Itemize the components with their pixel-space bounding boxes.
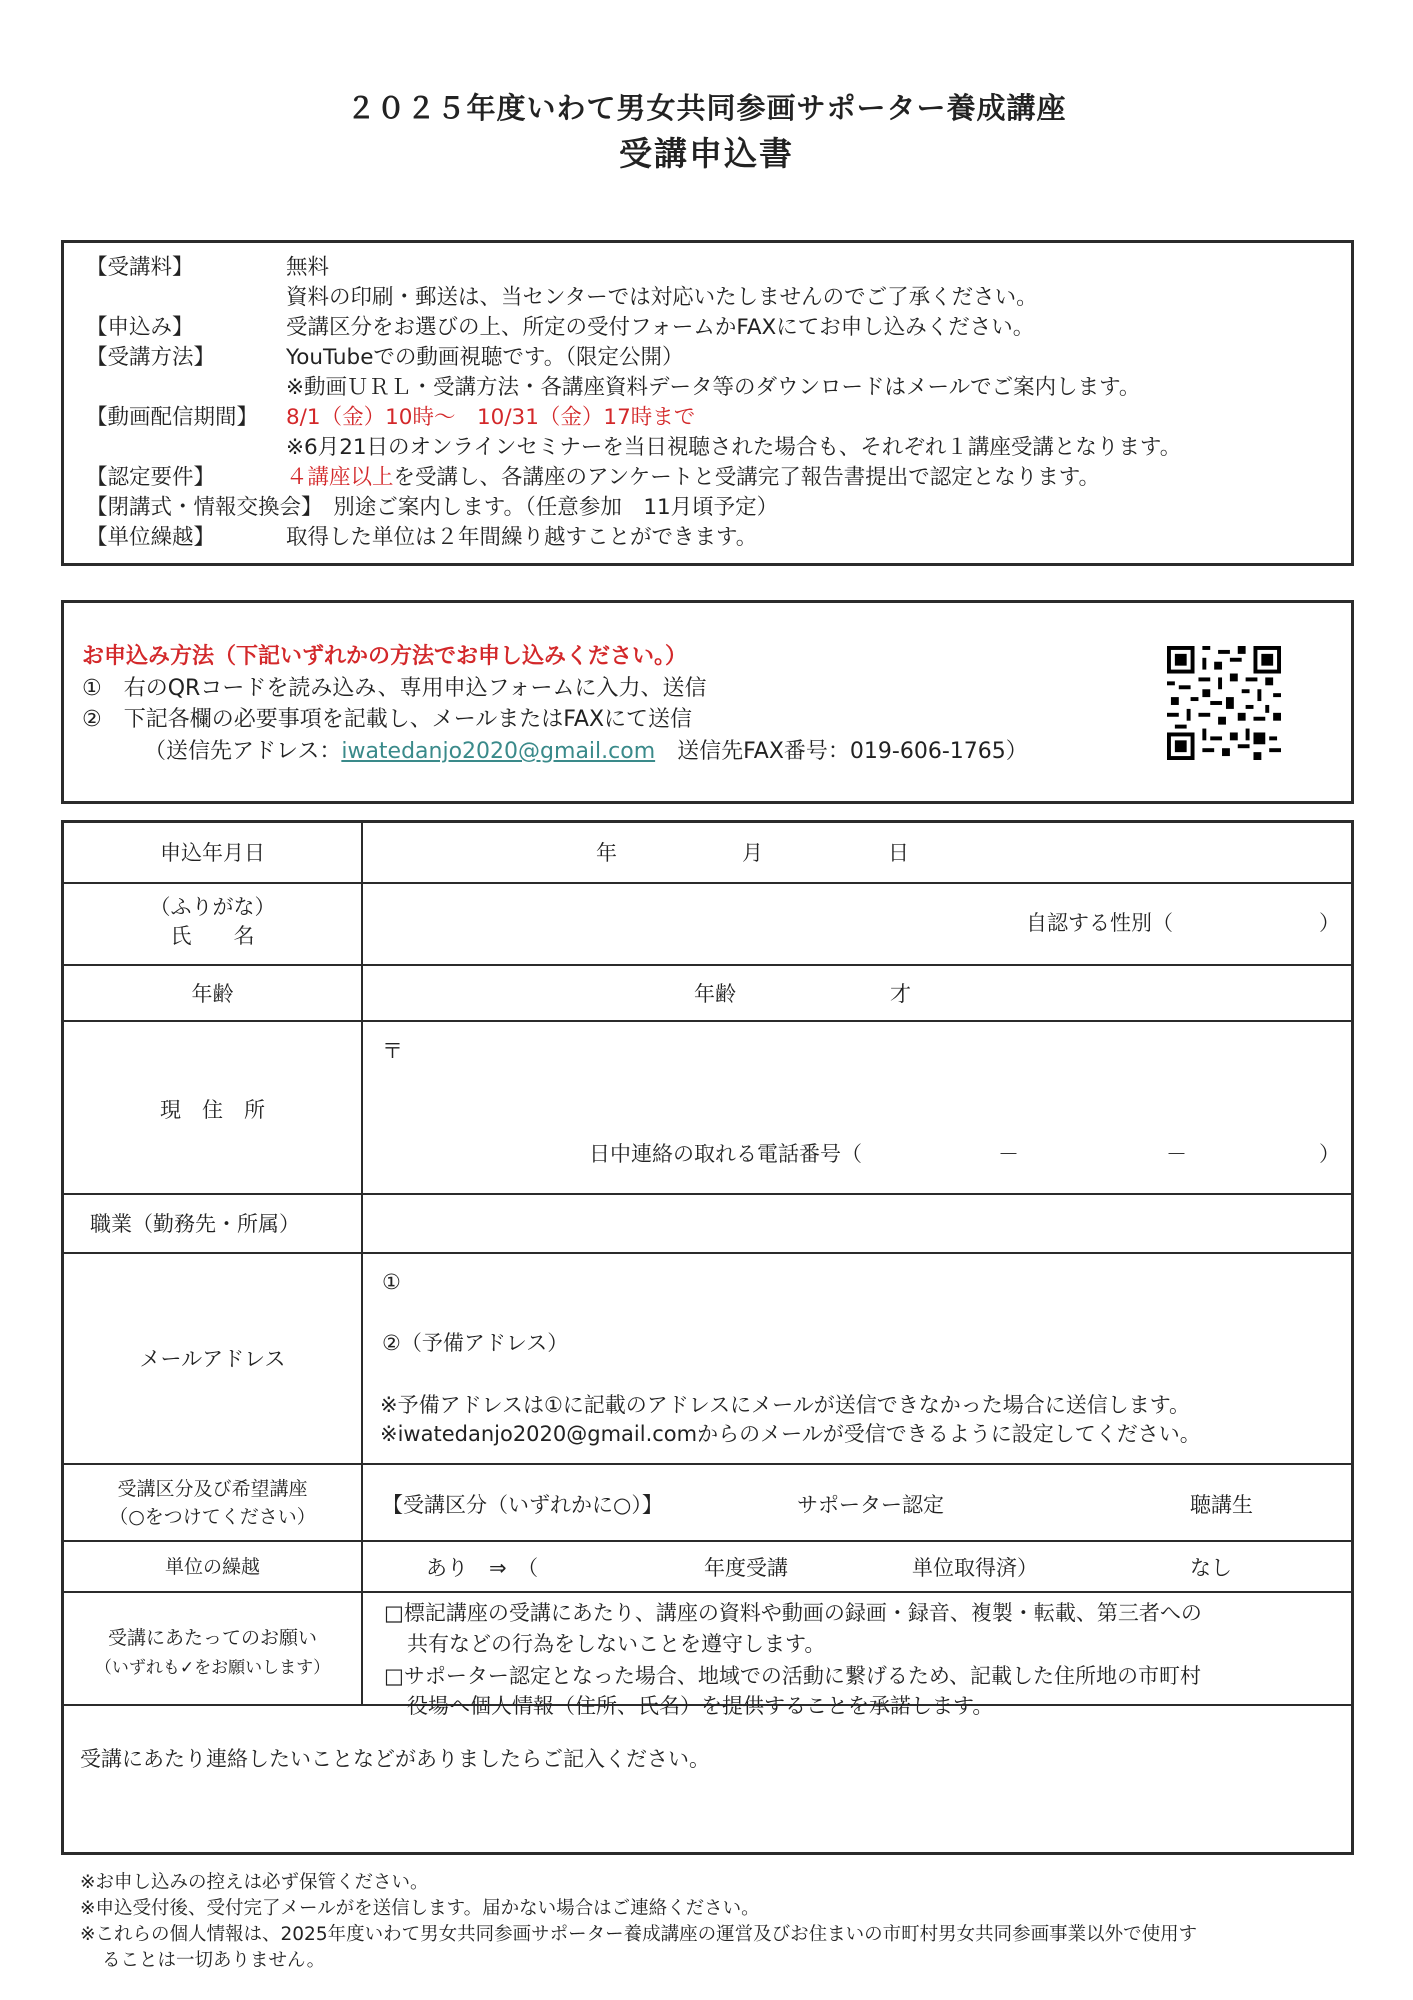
name-label: 氏 名 — [170, 924, 255, 948]
carry-no[interactable]: なし — [1190, 1556, 1232, 1580]
phone-close: ） — [1319, 1142, 1340, 1166]
job-field[interactable] — [362, 1194, 1352, 1250]
phone-label: 日中連絡の取れる電話番号（ — [589, 1142, 862, 1166]
mail-label: メールアドレス — [139, 1347, 286, 1371]
fee-note: 資料の印刷・郵送は、当センターでは対応いたしませんのでご了承ください。 — [286, 285, 1038, 310]
phone-dash-2: － — [1166, 1142, 1187, 1166]
credit-row — [86, 523, 757, 553]
postal-mark[interactable]: 〒 — [382, 1039, 403, 1063]
how-to-heading: お申込み方法（下記いずれかの方法でお申し込みください。） — [82, 644, 688, 669]
name-field[interactable] — [362, 883, 1007, 963]
email-link[interactable]: iwatedanjo2020@gmail.com — [341, 739, 656, 764]
date-label: 申込年月日 — [160, 841, 265, 865]
method-row — [86, 343, 683, 373]
apply-row — [86, 313, 1034, 343]
comment-label: 受講にあたり連絡したいことなどがありましたらご記入ください。 — [80, 1747, 710, 1771]
carry-label: 単位の繰越 — [164, 1556, 260, 1578]
period-note-row — [86, 433, 1181, 463]
mail-1[interactable]: ① — [382, 1270, 401, 1294]
course-label-1: 受講区分及び希望講座 — [117, 1478, 308, 1500]
gender-label: 自認する性別（ — [1026, 911, 1173, 935]
comment-field[interactable] — [68, 1778, 1348, 1850]
period-label: 【動画配信期間】 — [86, 405, 259, 430]
carry-yes[interactable]: あり ⇒ （ — [426, 1556, 539, 1580]
request-label-1: 受講にあたってのお願い — [107, 1627, 317, 1649]
closing-label: 【閉講式・情報交換会】 — [86, 495, 312, 520]
mail-note-2: ※iwatedanjo2020@gmail.comからのメールが受信できるように設定してください。 — [380, 1422, 1201, 1446]
age-unit[interactable]: 才 — [890, 982, 911, 1006]
mail-note-1: ※予備アドレスは①に記載のアドレスにメールが送信できなかった場合に送信します。 — [380, 1393, 1191, 1417]
qr-code-icon[interactable] — [1167, 646, 1281, 760]
footer-note-3a: ※これらの個人情報は、2025年度いわて男女共同参画サポーター養成講座の運営及びお住まいの市町村男女共同参画事業以外で使用す — [80, 1924, 1198, 1945]
fax-number: 送信先FAX番号：019-606-1765） — [677, 739, 1028, 764]
fee-note-row — [86, 283, 1038, 313]
mail-2[interactable]: ②（予備アドレス） — [382, 1331, 569, 1355]
document-title: ２０２５年度いわて男女共同参画サポーター養成講座 — [346, 91, 1067, 125]
course-option-auditor[interactable]: 聴講生 — [1190, 1493, 1253, 1517]
date-month[interactable]: 月 — [742, 841, 763, 865]
cert-highlight: ４講座以上 — [286, 465, 394, 490]
period-row — [86, 403, 695, 433]
gender-close: ） — [1319, 911, 1340, 935]
application-form — [61, 820, 1354, 1855]
course-type-label: 【受講区分（いずれかに○）】 — [382, 1493, 663, 1517]
closing-value: 別途ご案内します。（任意参加 11月頃予定） — [333, 495, 779, 520]
method-note: ※動画ＵＲＬ・受講方法・各講座資料データ等のダウンロードはメールでご案内します。 — [286, 375, 1141, 400]
request-2-checkbox[interactable]: □サポーター認定となった場合、地域での活動に繋げるため、記載した住所地の市町村 — [384, 1664, 1201, 1688]
method-note-row — [86, 373, 1140, 403]
period-value: 8/1（金）10時～ 10/31（金）17時まで — [286, 405, 696, 430]
credit-label: 【単位繰越】 — [86, 525, 216, 550]
fee-label: 【受講料】 — [86, 255, 194, 280]
how-to-step2: ② 下記各欄の必要事項を記載し、メールまたはFAXにて送信 — [82, 707, 693, 732]
closing-row — [86, 493, 778, 523]
date-year[interactable]: 年 — [596, 841, 617, 865]
how-to-step1: ① 右のQRコードを読み込み、専用申込フォームに入力、送信 — [82, 676, 707, 701]
footer-note-3b: ることは一切ありません。 — [102, 1950, 326, 1971]
carry-year: 年度受講 — [704, 1556, 788, 1580]
period-note: ※6月21日のオンラインセミナーを当日視聴された場合も、それぞれ１講座受講となります。 — [286, 435, 1182, 460]
cert-value: を受講し、各講座のアンケートと受講完了報告書提出で認定となります。 — [393, 465, 1101, 490]
request-label-2: （いずれも✓をお願いします） — [94, 1658, 331, 1678]
course-info-box — [61, 240, 1354, 566]
cert-label: 【認定要件】 — [86, 465, 216, 490]
course-label-2: （○をつけてください） — [109, 1506, 316, 1528]
apply-value: 受講区分をお選びの上、所定の受付フォームかFAXにてお申し込みください。 — [286, 315, 1035, 340]
request-1-checkbox[interactable]: □標記講座の受講にあたり、講座の資料や動画の録画・録音、複製・転載、第三者への — [384, 1601, 1202, 1625]
request-1-cont: 共有などの行為をしないことを遵守します。 — [407, 1632, 826, 1656]
apply-label: 【申込み】 — [86, 315, 194, 340]
cert-row — [86, 463, 1100, 493]
fee-value: 無料 — [286, 255, 330, 280]
date-day[interactable]: 日 — [888, 841, 909, 865]
how-to-apply-box — [61, 600, 1354, 804]
fee-row — [86, 253, 329, 283]
credit-value: 取得した単位は２年間繰り越すことができます。 — [286, 525, 758, 550]
address-label: （送信先アドレス： — [144, 739, 342, 764]
document-subtitle: 受講申込書 — [619, 134, 794, 173]
age-inner-label: 年齢 — [694, 982, 736, 1006]
job-label: 職業（勤務先・所属） — [90, 1212, 300, 1236]
age-label: 年齢 — [191, 982, 234, 1006]
carry-credit: 単位取得済） — [912, 1556, 1038, 1580]
request-2-cont: 役場へ個人情報（住所、氏名）を提供することを承諾します。 — [407, 1694, 994, 1718]
course-option-supporter[interactable]: サポーター認定 — [797, 1493, 944, 1517]
footer-note-1: ※お申し込みの控えは必ず保管ください。 — [80, 1872, 429, 1893]
method-value: YouTubeでの動画視聴です。（限定公開） — [286, 345, 684, 370]
footer-note-2: ※申込受付後、受付完了メールがを送信します。届かない場合はご連絡ください。 — [80, 1898, 760, 1919]
method-label: 【受講方法】 — [86, 345, 216, 370]
furigana-label: （ふりがな） — [149, 895, 276, 919]
send-address-line — [144, 734, 1028, 765]
phone-dash-1: － — [998, 1142, 1019, 1166]
address-label: 現 住 所 — [160, 1098, 265, 1122]
